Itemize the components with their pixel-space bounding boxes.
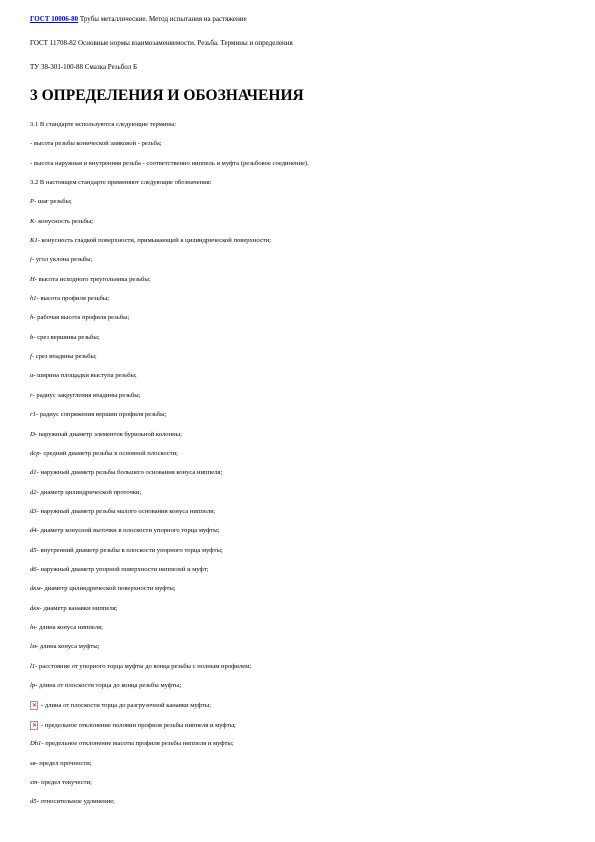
- list-item: [30, 178, 575, 187]
- reference-text: ГОСТ 11708-82 Основные нормы взаимозаменяемости. Резьба. Термины и определения: [30, 39, 293, 47]
- reference-line: [30, 38, 575, 48]
- definition-text: - диаметр канавки ниппеля;: [39, 604, 118, 612]
- definition-text: - высота исходного треугольника резьбы;: [34, 275, 151, 283]
- symbol: d5: [30, 546, 37, 554]
- definitions-list: [30, 120, 575, 806]
- symbol: b: [30, 333, 34, 341]
- definition-text: - шаг резьбы;: [34, 198, 72, 206]
- definition-text: - наружный диаметр упорной поверхности ниппелей и муфт;: [36, 565, 209, 573]
- symbol: j: [30, 256, 32, 264]
- definition-text: - высота резьбы конической замковой - резьба;: [30, 140, 162, 148]
- list-item: [30, 700, 575, 711]
- list-item: [30, 604, 575, 613]
- references: [30, 14, 575, 72]
- definition-text: - длина конуса муфты;: [36, 643, 100, 651]
- list-item: [30, 546, 575, 555]
- list-item: [30, 255, 575, 264]
- symbol: f: [30, 353, 32, 361]
- symbol: d2: [30, 488, 37, 496]
- symbol: d3: [30, 507, 37, 515]
- list-item: [30, 333, 575, 342]
- list-item: [30, 565, 575, 574]
- definition-text: - радиус сопряжения вершин профиля резьбы;: [35, 411, 167, 419]
- definition-text: - срез впадины резьбы;: [31, 353, 97, 361]
- list-item: [30, 197, 575, 206]
- definition-text: - конусность гладкой поверхности, примыкающей к цилиндрической поверхности;: [37, 237, 272, 245]
- list-item: [30, 468, 575, 477]
- symbol: dкм: [30, 585, 41, 593]
- reference-text: Трубы металлические. Метод испытания на растяжение: [78, 15, 247, 23]
- symbol: r: [30, 391, 33, 399]
- list-item: [30, 430, 575, 439]
- list-item: [30, 662, 575, 671]
- list-item: [30, 236, 575, 245]
- list-item: [30, 217, 575, 226]
- definition-text: - диаметр цилиндрической проточки;: [36, 488, 142, 496]
- definition-text: - длина конуса ниппеля;: [35, 623, 104, 631]
- list-item: [30, 313, 575, 322]
- symbol: d5: [30, 798, 37, 806]
- symbol: l1: [30, 662, 36, 670]
- definition-text: - предел прочности;: [35, 759, 92, 767]
- broken-image-icon: [30, 721, 38, 730]
- symbol: lн: [30, 623, 36, 631]
- definition-text: - расстояние от упорного торца муфты до конца резьбы с полным профилем;: [35, 662, 252, 670]
- definition-text: - наружный диаметр элементов бурильной колонны;: [34, 430, 182, 438]
- definition-text: 3.1 В стандарте используются следующие термины:: [30, 121, 177, 128]
- symbol: a: [30, 372, 34, 380]
- definition-text: 3.2 В настоящем стандарте применяют следующие обозначения:: [30, 179, 212, 187]
- list-item: [30, 720, 575, 731]
- definition-text: - внутренний диаметр резьбы в плоскости упорного торца муфты;: [36, 546, 223, 554]
- definition-text: - высота наружная и внутренняя резьба - соответственно ниппель и муфта (резьбовое соединение).: [30, 159, 309, 167]
- definition-text: - наружный диаметр резьбы малого основания конуса ниппеля;: [36, 507, 216, 515]
- definition-text: - ширина площадки выступа резьбы;: [33, 372, 137, 380]
- list-item: [30, 371, 575, 380]
- definition-text: - радиус закругления впадины резьбы;: [32, 391, 141, 399]
- list-item: [30, 623, 575, 632]
- definition-text: - диаметр цилиндрической поверхности муфты;: [40, 585, 176, 593]
- definition-text: - длина от плоскости торца до разгрузочной канавки муфты;: [41, 702, 211, 710]
- list-item: [30, 681, 575, 690]
- definition-text: - предел текучести;: [37, 779, 92, 786]
- list-item: [30, 584, 575, 593]
- reference-line: [30, 14, 575, 24]
- definition-text: - высота профиля резьбы;: [36, 295, 110, 303]
- list-item: [30, 642, 575, 651]
- section-heading: 3 ОПРЕДЕЛЕНИЯ И ОБОЗНАЧЕНИЯ: [30, 87, 304, 104]
- list-item: [30, 488, 575, 497]
- symbol: r1: [30, 411, 36, 419]
- definition-text: - угол уклона резьбы;: [31, 256, 93, 264]
- symbol: sт: [30, 779, 38, 786]
- symbol: dcp: [30, 449, 40, 457]
- symbol: sв: [30, 759, 36, 767]
- definition-text: - относительное удлинение;: [36, 798, 115, 806]
- symbol: d4: [30, 527, 37, 535]
- reference-link[interactable]: ГОСТ 10006-80: [30, 15, 79, 23]
- list-item: [30, 797, 575, 806]
- symbol: Н: [30, 275, 35, 283]
- definition-text: - диаметр конусной выточки в плоскости упорного торца муфты;: [36, 527, 220, 535]
- definition-text: - наружный диаметр резьбы большего основания конуса ниппеля;: [36, 469, 223, 477]
- list-item: [30, 139, 575, 148]
- list-item: [30, 352, 575, 361]
- definition-text: - длина от плоскости торца до конца резьбы муфты;: [35, 681, 182, 689]
- list-item: [30, 739, 575, 748]
- list-item: [30, 526, 575, 535]
- list-item: [30, 120, 575, 129]
- symbol: d6: [30, 565, 37, 573]
- definition-text: - средний диаметр резьбы в основной плоскости;: [39, 449, 178, 457]
- symbol: h: [30, 314, 34, 322]
- reference-line: [30, 62, 575, 72]
- symbol: h1: [30, 295, 37, 303]
- list-item: [30, 449, 575, 458]
- definition-text: - конусность резьбы;: [34, 217, 94, 225]
- list-item: [30, 275, 575, 284]
- list-item: [30, 507, 575, 516]
- symbol: d1: [30, 469, 37, 477]
- list-item: [30, 410, 575, 419]
- symbol: D: [30, 430, 35, 438]
- reference-text: ТУ 38-301-100-88 Смазка Резьбол Б: [30, 63, 137, 71]
- list-item: [30, 391, 575, 400]
- list-item: [30, 778, 575, 787]
- definition-text: - предельное отклонение высоты профиля резьбы ниппеля и муфты;: [41, 740, 234, 748]
- list-item: [30, 159, 575, 168]
- definition-text: - рабочая высота профиля резьбы;: [33, 314, 130, 322]
- symbol: Dh1: [30, 740, 42, 748]
- symbol: Р: [30, 198, 35, 206]
- list-item: [30, 294, 575, 303]
- definition-text: - предельное отклонение половин профиля резьбы ниппеля и муфты;: [41, 721, 236, 729]
- symbol: dкн: [30, 604, 40, 612]
- symbol: lp: [30, 681, 36, 689]
- symbol: К: [30, 217, 35, 225]
- symbol: К1: [30, 237, 38, 245]
- broken-image-icon: [30, 701, 38, 710]
- definition-text: - срез вершины резьбы;: [33, 333, 100, 341]
- list-item: [30, 759, 575, 768]
- symbol: lм: [30, 643, 37, 651]
